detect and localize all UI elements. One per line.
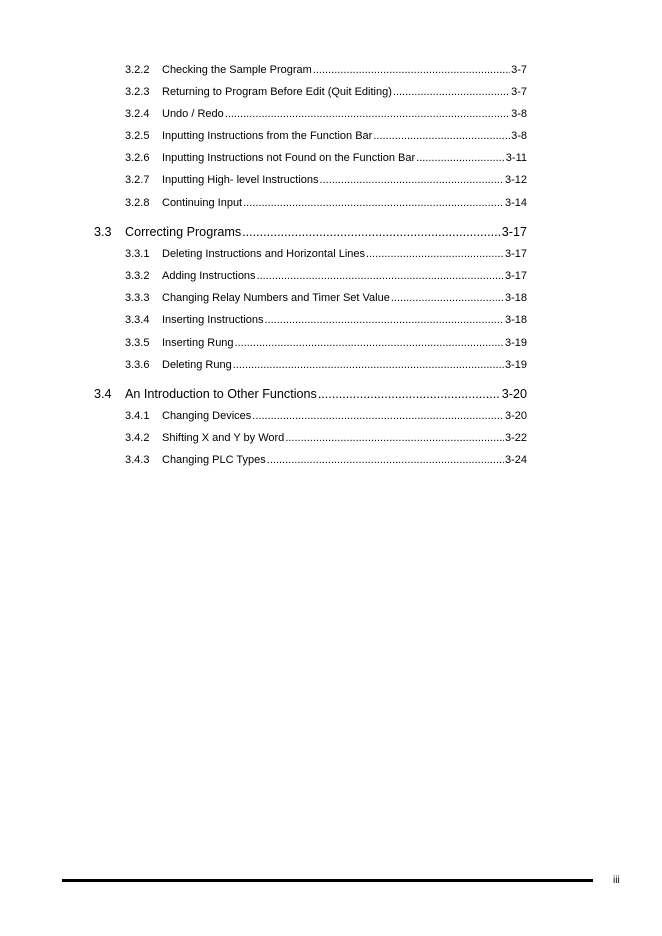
dot-leader <box>393 86 510 98</box>
toc-entry-number: 3.3.1 <box>125 248 150 260</box>
toc-section-3-4[interactable] <box>94 387 527 401</box>
toc-entry-title: Inputting High- level Instructions <box>162 174 319 186</box>
toc-entry-number: 3.2.6 <box>125 152 150 164</box>
toc-entry-3-3-3[interactable] <box>125 292 527 304</box>
dot-leader <box>318 387 501 401</box>
toc-entry-page: 3-22 <box>504 432 527 444</box>
toc-entry-3-2-8[interactable] <box>125 197 527 209</box>
toc-entry-page: 3-17 <box>504 270 527 282</box>
toc-section-number: 3.3 <box>94 225 112 239</box>
toc-entry-number: 3.4.1 <box>125 410 150 422</box>
toc-entry-title: Returning to Program Before Edit (Quit Editing) <box>162 86 392 98</box>
dot-leader <box>391 292 504 304</box>
dot-leader <box>252 410 504 422</box>
toc-entry-3-2-4[interactable] <box>125 108 527 120</box>
dot-leader <box>267 454 504 466</box>
toc-entry-title: Inputting Instructions not Found on the Function Bar <box>162 152 416 164</box>
toc-entry-page: 3-7 <box>511 86 527 98</box>
toc-entry-number: 3.3.5 <box>125 337 150 349</box>
toc-entry-3-4-3[interactable] <box>125 454 527 466</box>
toc-entry-number: 3.3.4 <box>125 314 150 326</box>
toc-entry-3-2-2[interactable] <box>125 64 527 76</box>
toc-entry-title: Shifting X and Y by Word <box>162 432 285 444</box>
toc-entry-number: 3.4.3 <box>125 454 150 466</box>
toc-entry-page: 3-18 <box>504 314 527 326</box>
dot-leader <box>243 197 504 209</box>
toc-section-page: 3-17 <box>501 225 527 239</box>
footer-rule <box>62 879 593 882</box>
dot-leader <box>265 314 504 326</box>
toc-entry-number: 3.3.3 <box>125 292 150 304</box>
dot-leader <box>373 130 510 142</box>
toc-section-page: 3-20 <box>501 387 527 401</box>
toc-section-number: 3.4 <box>94 387 112 401</box>
toc-entry-page: 3-11 <box>505 152 527 164</box>
toc-entry-number: 3.3.6 <box>125 359 150 371</box>
toc-entry-3-3-2[interactable] <box>125 270 527 282</box>
toc-entry-page: 3-14 <box>504 197 527 209</box>
toc-section-title: An Introduction to Other Functions <box>125 387 317 401</box>
toc-entry-page: 3-24 <box>504 454 527 466</box>
toc-entry-page: 3-12 <box>504 174 527 186</box>
toc-section-title: Correcting Programs <box>125 225 242 239</box>
toc-entry-3-3-6[interactable] <box>125 359 527 371</box>
toc-entry-page: 3-8 <box>511 108 527 120</box>
toc-entry-number: 3.3.2 <box>125 270 150 282</box>
toc-entry-3-4-1[interactable] <box>125 410 527 422</box>
toc-entry-page: 3-8 <box>511 130 527 142</box>
toc-entry-3-2-3[interactable] <box>125 86 527 98</box>
toc-entry-number: 3.2.4 <box>125 108 150 120</box>
toc-entry-page: 3-17 <box>504 248 527 260</box>
dot-leader <box>313 64 510 76</box>
dot-leader <box>233 359 504 371</box>
toc-section-3-3[interactable] <box>94 225 527 239</box>
toc-entry-title: Deleting Rung <box>162 359 232 371</box>
toc-entry-title: Undo / Redo <box>162 108 224 120</box>
toc-entry-number: 3.4.2 <box>125 432 150 444</box>
toc-entry-3-3-4[interactable] <box>125 314 527 326</box>
dot-leader <box>242 225 501 239</box>
page-number: iii <box>613 875 620 886</box>
toc-entry-number: 3.2.2 <box>125 64 150 76</box>
dot-leader <box>257 270 504 282</box>
toc-entry-title: Inserting Instructions <box>162 314 264 326</box>
toc-entry-page: 3-18 <box>504 292 527 304</box>
dot-leader <box>366 248 504 260</box>
toc-entry-title: Checking the Sample Program <box>162 64 312 76</box>
toc-entry-3-3-5[interactable] <box>125 337 527 349</box>
toc-entry-page: 3-19 <box>504 337 527 349</box>
toc-entry-page: 3-20 <box>504 410 527 422</box>
toc-entry-title: Inserting Rung <box>162 337 234 349</box>
toc-entry-number: 3.2.7 <box>125 174 150 186</box>
toc-entry-title: Deleting Instructions and Horizontal Lines <box>162 248 366 260</box>
dot-leader <box>235 337 504 349</box>
toc-entry-3-2-7[interactable] <box>125 174 527 186</box>
toc-entry-title: Inputting Instructions from the Function Bar <box>162 130 373 142</box>
toc-entry-title: Continuing Input <box>162 197 243 209</box>
toc-entry-3-3-1[interactable] <box>125 248 527 260</box>
toc-entry-number: 3.2.5 <box>125 130 150 142</box>
toc-entry-3-4-2[interactable] <box>125 432 527 444</box>
dot-leader <box>285 432 504 444</box>
dot-leader <box>320 174 504 186</box>
toc-entry-3-2-5[interactable] <box>125 130 527 142</box>
dot-leader <box>225 108 510 120</box>
dot-leader <box>416 152 505 164</box>
toc-entry-number: 3.2.3 <box>125 86 150 98</box>
toc-entry-title: Changing PLC Types <box>162 454 266 466</box>
toc-entry-page: 3-7 <box>511 64 527 76</box>
toc-entry-3-2-6[interactable] <box>125 152 527 164</box>
toc-entry-title: Adding Instructions <box>162 270 256 282</box>
toc-entry-page: 3-19 <box>504 359 527 371</box>
toc-entry-number: 3.2.8 <box>125 197 150 209</box>
toc-entry-title: Changing Relay Numbers and Timer Set Value <box>162 292 390 304</box>
toc-entry-title: Changing Devices <box>162 410 252 422</box>
